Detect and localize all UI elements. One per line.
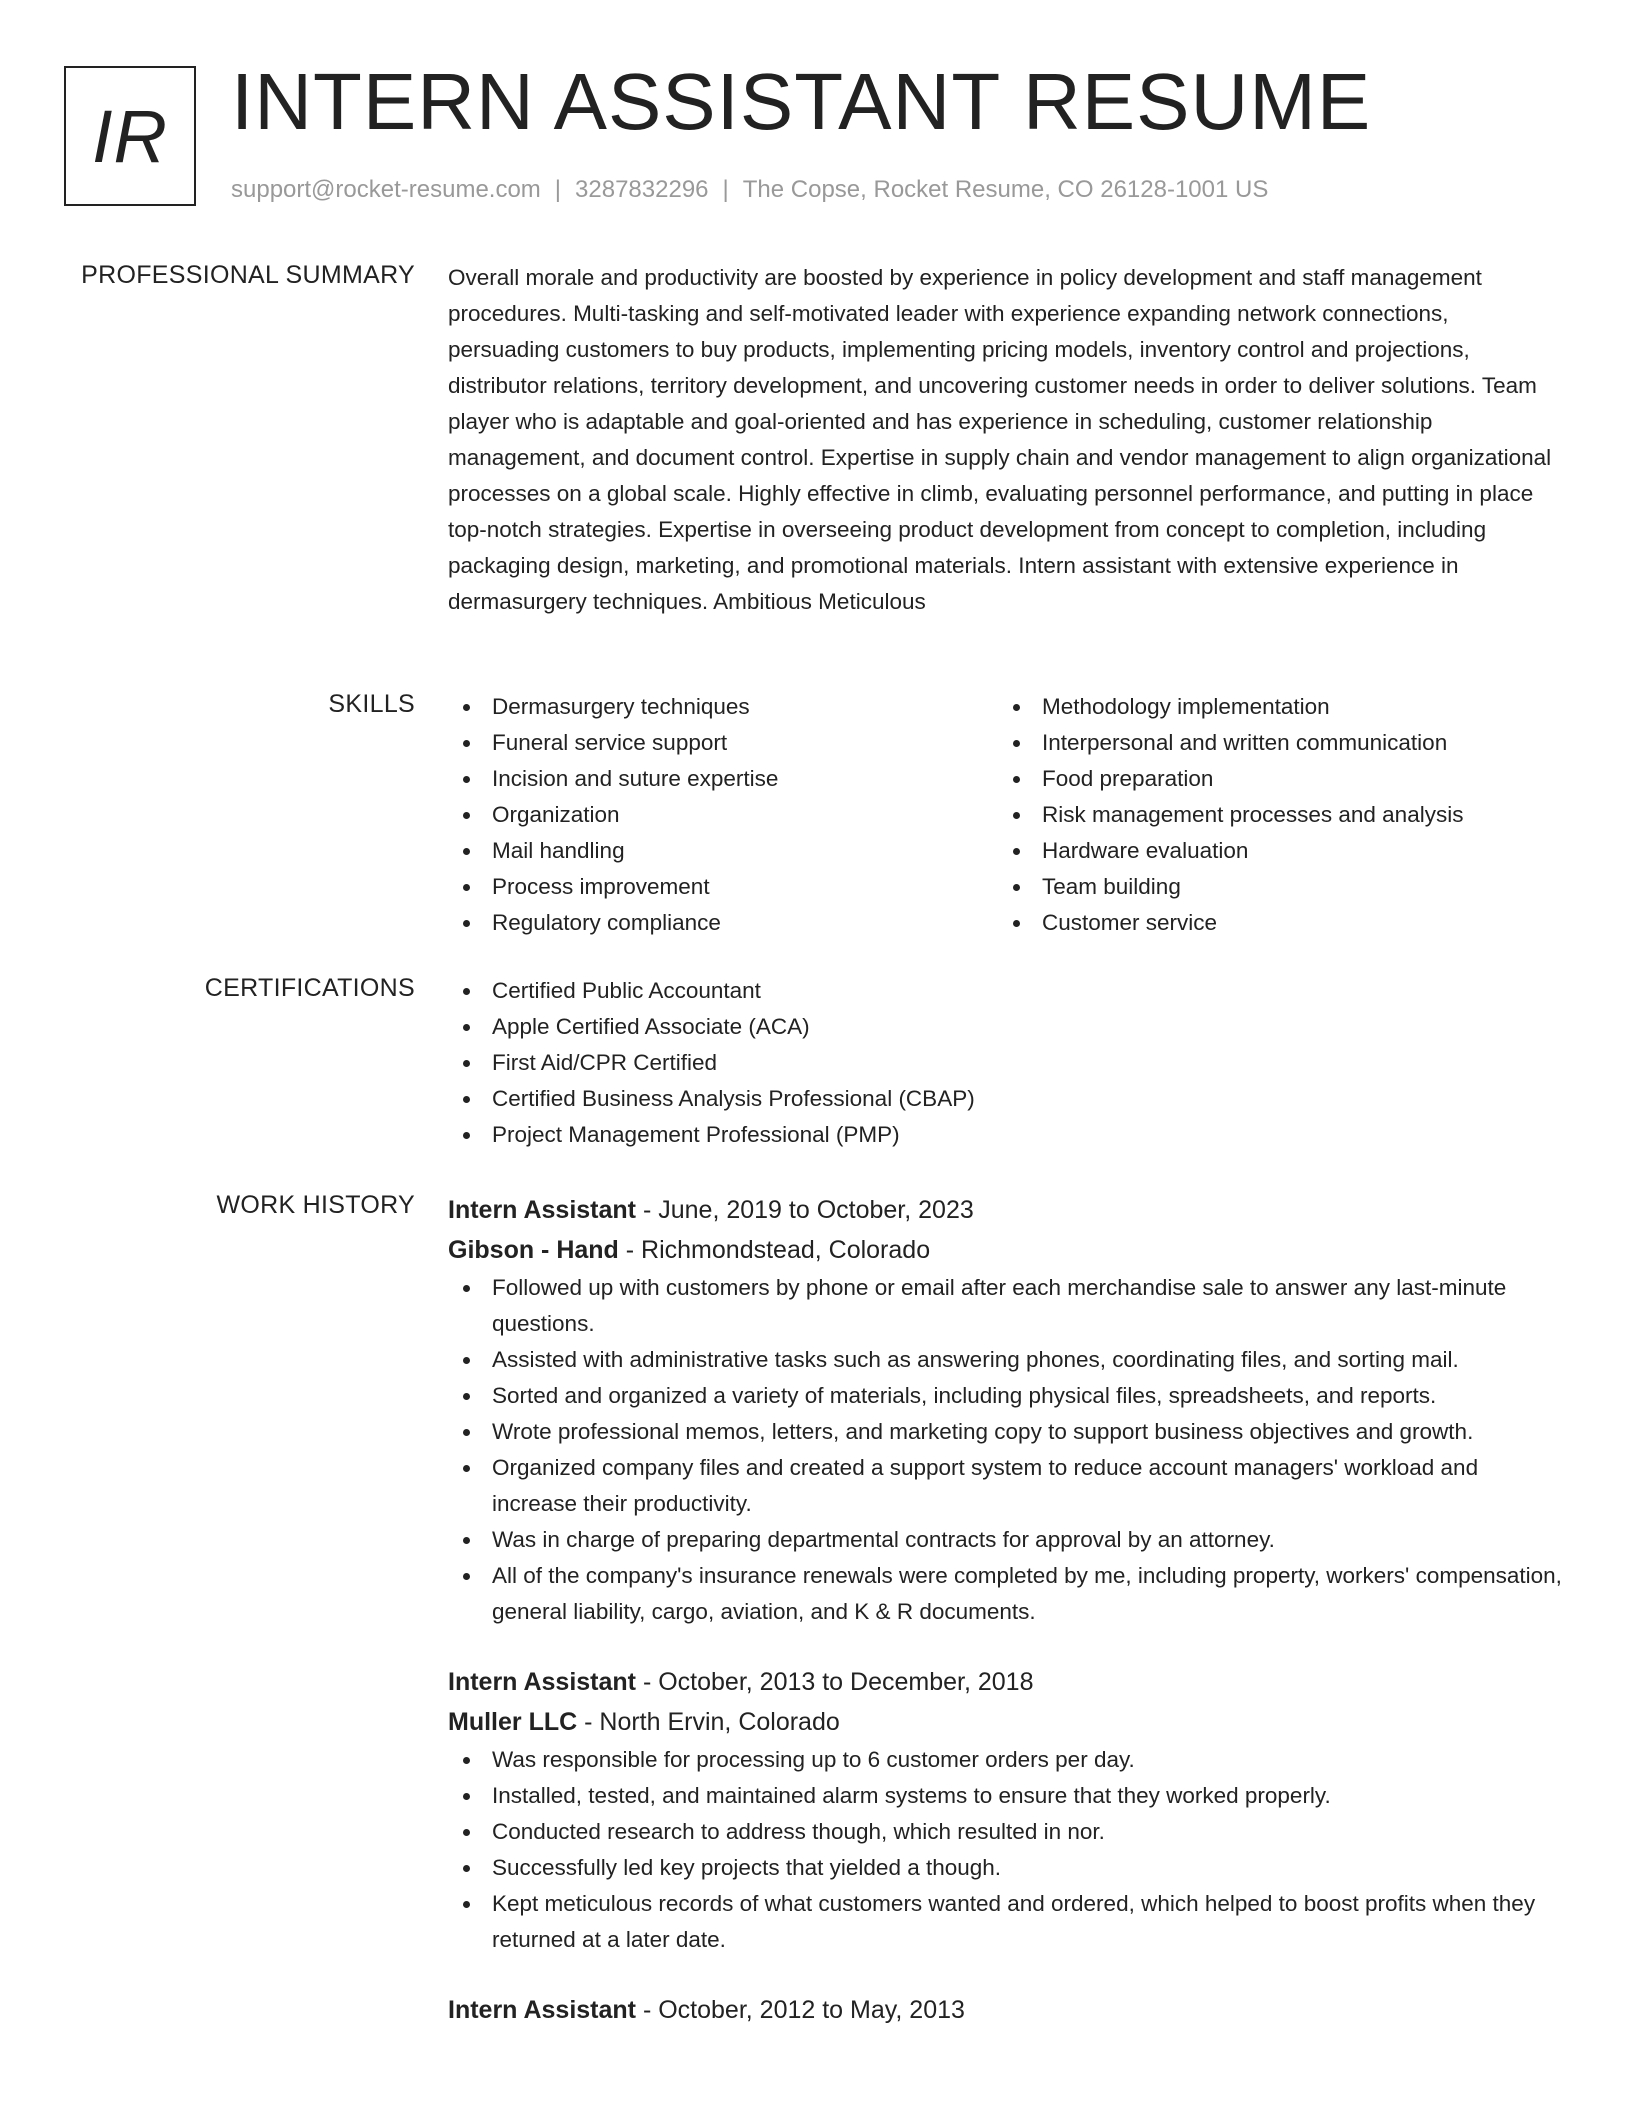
job-bullet: Was in charge of preparing departmental contracts for approval by an attorney. (448, 1522, 1564, 1558)
skills-body (448, 689, 1564, 941)
job-title-line (448, 1990, 1564, 2030)
certifications-body (448, 973, 1564, 1153)
job-bullet: Sorted and organized a variety of materials, including physical files, spreadsheets, and reports. (448, 1378, 1564, 1414)
job-bullet-list (448, 1742, 1564, 1958)
certification-item: Project Management Professional (PMP) (448, 1117, 1564, 1153)
skill-item: Dermasurgery techniques (448, 689, 998, 725)
skill-item: Customer service (998, 905, 1548, 941)
job-bullet-list (448, 1270, 1564, 1630)
job-company: Gibson - Hand (448, 1236, 619, 1264)
summary-text: Overall morale and productivity are boosted by experience in policy development and staff management procedures. Multi-tasking and self-motivated leader with experience expanding network connections, persuading customers to buy products, implementing pricing models, inventory control and projections, distributor relations, territory development, and uncovering customer needs in order to deliver solutions. Team player who is adaptable and goal-oriented and has experience in scheduling, customer relationship management, and document control. Expertise in supply chain and vendor management to align organizational processes on a global scale. Highly effective in climb, evaluating personnel performance, and putting in place top-notch strategies. Expertise in overseeing product development from concept to completion, including packaging design, marketing, and promotional materials. Intern assistant with extensive experience in dermasurgery techniques. Ambitious Meticulous (448, 265, 1552, 614)
job-location: - Richmondstead, Colorado (618, 1236, 931, 1264)
contact-separator: | (554, 176, 562, 203)
summary-heading: PROFESSIONAL SUMMARY (81, 261, 415, 289)
certification-item: Apple Certified Associate (ACA) (448, 1009, 1564, 1045)
certifications-list (448, 973, 1564, 1153)
job-bullet: Successfully led key projects that yielded a though. (448, 1850, 1564, 1886)
contact-email: support@rocket-resume.com (231, 176, 541, 203)
job-dates: - October, 2012 to May, 2013 (636, 1996, 965, 2024)
monogram-logo: IR (64, 66, 196, 206)
job-title-line (448, 1190, 1564, 1230)
certification-item: Certified Public Accountant (448, 973, 1564, 1009)
job-title: Intern Assistant (448, 1196, 637, 1224)
work-history-heading: WORK HISTORY (216, 1191, 415, 1219)
skill-item: Mail handling (448, 833, 998, 869)
job-entry (448, 1990, 1564, 2030)
skill-item: Hardware evaluation (998, 833, 1548, 869)
job-title: Intern Assistant (448, 1668, 637, 1696)
work-history-body (448, 1190, 1564, 2030)
skill-item: Risk management processes and analysis (998, 797, 1548, 833)
job-entry (448, 1662, 1564, 1958)
job-title-line (448, 1662, 1564, 1702)
page-title: INTERN ASSISTANT RESUME (231, 57, 1372, 146)
certification-item: Certified Business Analysis Professional (CBAP) (448, 1081, 1564, 1117)
job-company-line (448, 1230, 1564, 1270)
skills-heading: SKILLS (328, 690, 415, 718)
job-bullet: Kept meticulous records of what customers wanted and ordered, which helped to boost profits when they returned at a later date. (448, 1886, 1564, 1958)
job-bullet: Wrote professional memos, letters, and marketing copy to support business objectives and growth. (448, 1414, 1564, 1450)
job-bullet: Was responsible for processing up to 6 customer orders per day. (448, 1742, 1564, 1778)
certifications-heading: CERTIFICATIONS (204, 974, 415, 1002)
job-bullet: All of the company's insurance renewals were completed by me, including property, workers' compensation, general liability, cargo, aviation, and K & R documents. (448, 1558, 1564, 1630)
skill-item: Process improvement (448, 869, 998, 905)
skill-item: Interpersonal and written communication (998, 725, 1548, 761)
skill-item: Regulatory compliance (448, 905, 998, 941)
job-company: Muller LLC (448, 1708, 578, 1736)
job-dates: - October, 2013 to December, 2018 (636, 1668, 1034, 1696)
contact-line (231, 175, 1268, 205)
job-bullet: Assisted with administrative tasks such as answering phones, coordinating files, and sorting mail. (448, 1342, 1564, 1378)
contact-address: The Copse, Rocket Resume, CO 26128-1001 US (742, 176, 1269, 203)
job-bullet: Installed, tested, and maintained alarm systems to ensure that they worked properly. (448, 1778, 1564, 1814)
skills-list-right (998, 689, 1548, 941)
job-entry (448, 1190, 1564, 1630)
skill-item: Funeral service support (448, 725, 998, 761)
job-company-line (448, 1702, 1564, 1742)
contact-separator: | (722, 176, 729, 203)
skills-list-left (448, 689, 998, 941)
job-location: - North Ervin, Colorado (577, 1708, 840, 1736)
skill-item: Methodology implementation (998, 689, 1548, 725)
certification-item: First Aid/CPR Certified (448, 1045, 1564, 1081)
skill-item: Organization (448, 797, 998, 833)
skill-item: Incision and suture expertise (448, 761, 998, 797)
job-dates: - June, 2019 to October, 2023 (636, 1196, 974, 1224)
job-title: Intern Assistant (448, 1996, 637, 2024)
job-bullet: Followed up with customers by phone or email after each merchandise sale to answer any last-minute questions. (448, 1270, 1564, 1342)
contact-phone: 3287832296 (575, 176, 709, 203)
skill-item: Team building (998, 869, 1548, 905)
job-bullet: Organized company files and created a support system to reduce account managers' workload and increase their productivity. (448, 1450, 1564, 1522)
job-bullet: Conducted research to address though, which resulted in nor. (448, 1814, 1564, 1850)
skill-item: Food preparation (998, 761, 1548, 797)
summary-body (448, 260, 1564, 620)
